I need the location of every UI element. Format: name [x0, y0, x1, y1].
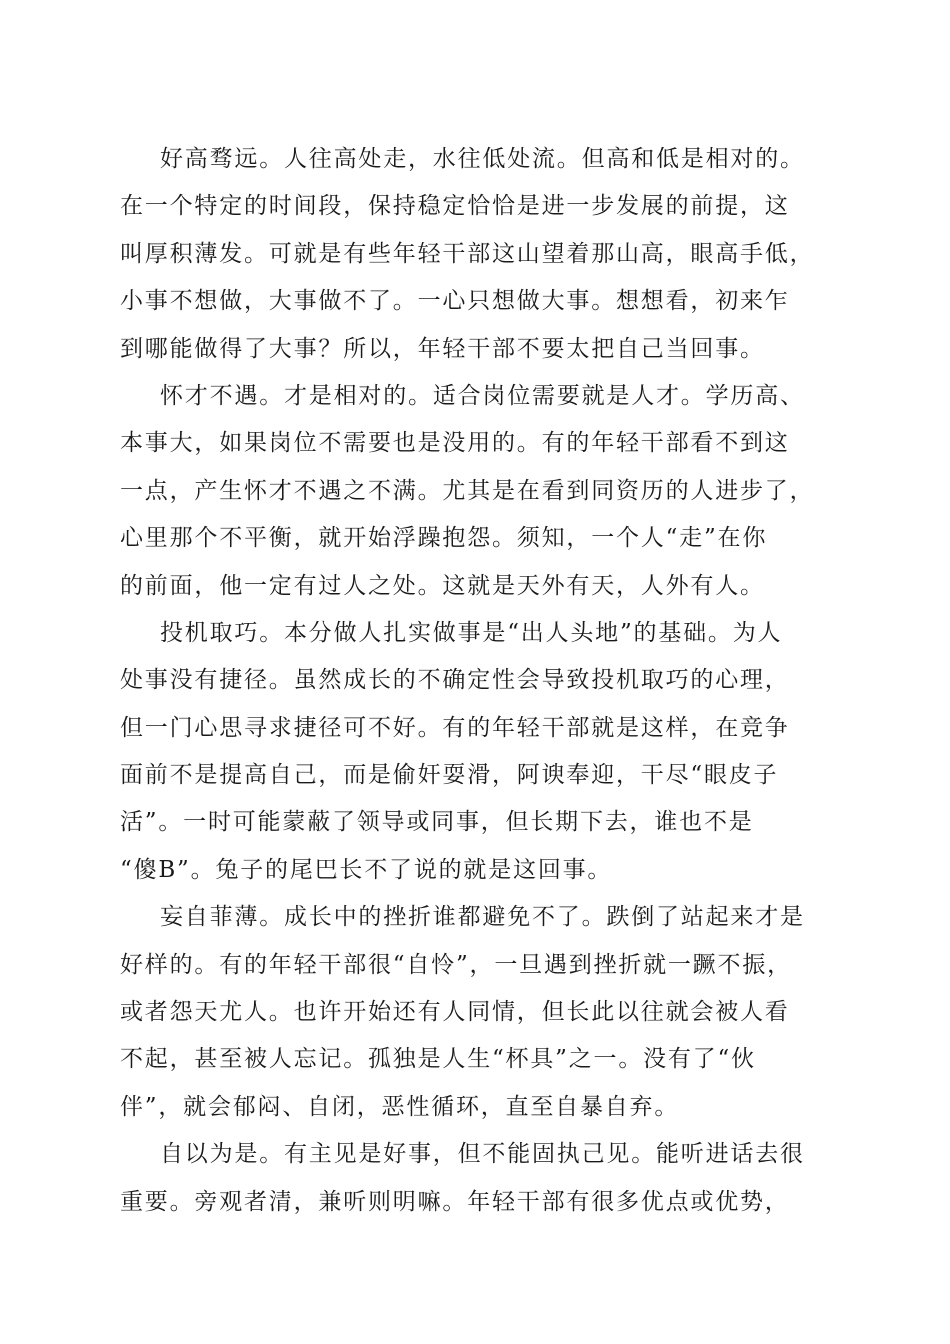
text-line: 活”。一时可能蒙蔽了领导或同事，但长期下去，谁也不是 [120, 809, 754, 836]
text-line: 好高骛远。人往高处走，水往低处流。但高和低是相对的。 [160, 146, 805, 172]
text-line: 的前面，他一定有过人之处。这就是天外有天，人外有人。 [120, 572, 765, 599]
text-line: 重要。旁观者清，兼听则明嘛。年轻干部有很多优点或优势， [120, 1188, 790, 1215]
text-line: 好样的。有的年轻干部很“自怜”，一旦遇到挫折就一蹶不振， [120, 951, 792, 978]
document-body [120, 136, 830, 1226]
text-line: 投机取巧。本分做人扎实做事是“出人头地”的基础。为人 [160, 619, 783, 646]
text-line: 小事不想做，大事做不了。一心只想做大事。想想看，初来乍 [120, 288, 790, 315]
text-line: 叫厚积薄发。可就是有些年轻干部这山望着那山高，眼高手低， [120, 240, 815, 267]
text-line: 不起，甚至被人忘记。孤独是人生“杯具”之一。没有了“伙 [120, 1046, 756, 1073]
paragraph-self-righteous [120, 1131, 830, 1226]
text-line: 到哪能做得了大事？所以，年轻干部不要太把自己当回事。 [120, 335, 765, 362]
text-line: 在一个特定的时间段，保持稳定恰恰是进一步发展的前提，这 [120, 193, 790, 220]
text-line: 心里那个不平衡，就开始浮躁抱怨。须知，一个人“走”在你 [120, 525, 768, 552]
paragraph-ambition [120, 136, 830, 373]
text-line: 本事大，如果岗位不需要也是没用的。有的年轻干部看不到这 [120, 430, 790, 457]
text-line: 处事没有捷径。虽然成长的不确定性会导致投机取巧的心理， [120, 667, 790, 694]
paragraph-opportunism [120, 610, 830, 894]
paragraph-unrecognized-talent [120, 373, 830, 610]
text-line: “傻B”。兔子的尾巴长不了说的就是这回事。 [120, 856, 613, 883]
text-line: 一点，产生怀才不遇之不满。尤其是在看到同资历的人进步了， [120, 477, 815, 504]
text-line: 面前不是提高自己，而是偷奸耍滑，阿谀奉迎，干尽“眼皮子 [120, 762, 779, 789]
text-line: 自以为是。有主见是好事，但不能固执己见。能听进话去很 [160, 1141, 805, 1168]
text-line: 怀才不遇。才是相对的。适合岗位需要就是人才。学历高、 [160, 382, 805, 409]
text-line: 伴”，就会郁闷、自闭，恶性循环，直至自暴自弃。 [120, 1093, 680, 1120]
text-line: 但一门心思寻求捷径可不好。有的年轻干部就是这样，在竞争 [120, 714, 790, 741]
text-line: 或者怨天尤人。也许开始还有人同情，但长此以往就会被人看 [120, 999, 790, 1026]
text-line: 妄自菲薄。成长中的挫折谁都避免不了。跌倒了站起来才是 [160, 904, 805, 931]
paragraph-self-pity [120, 894, 830, 1131]
